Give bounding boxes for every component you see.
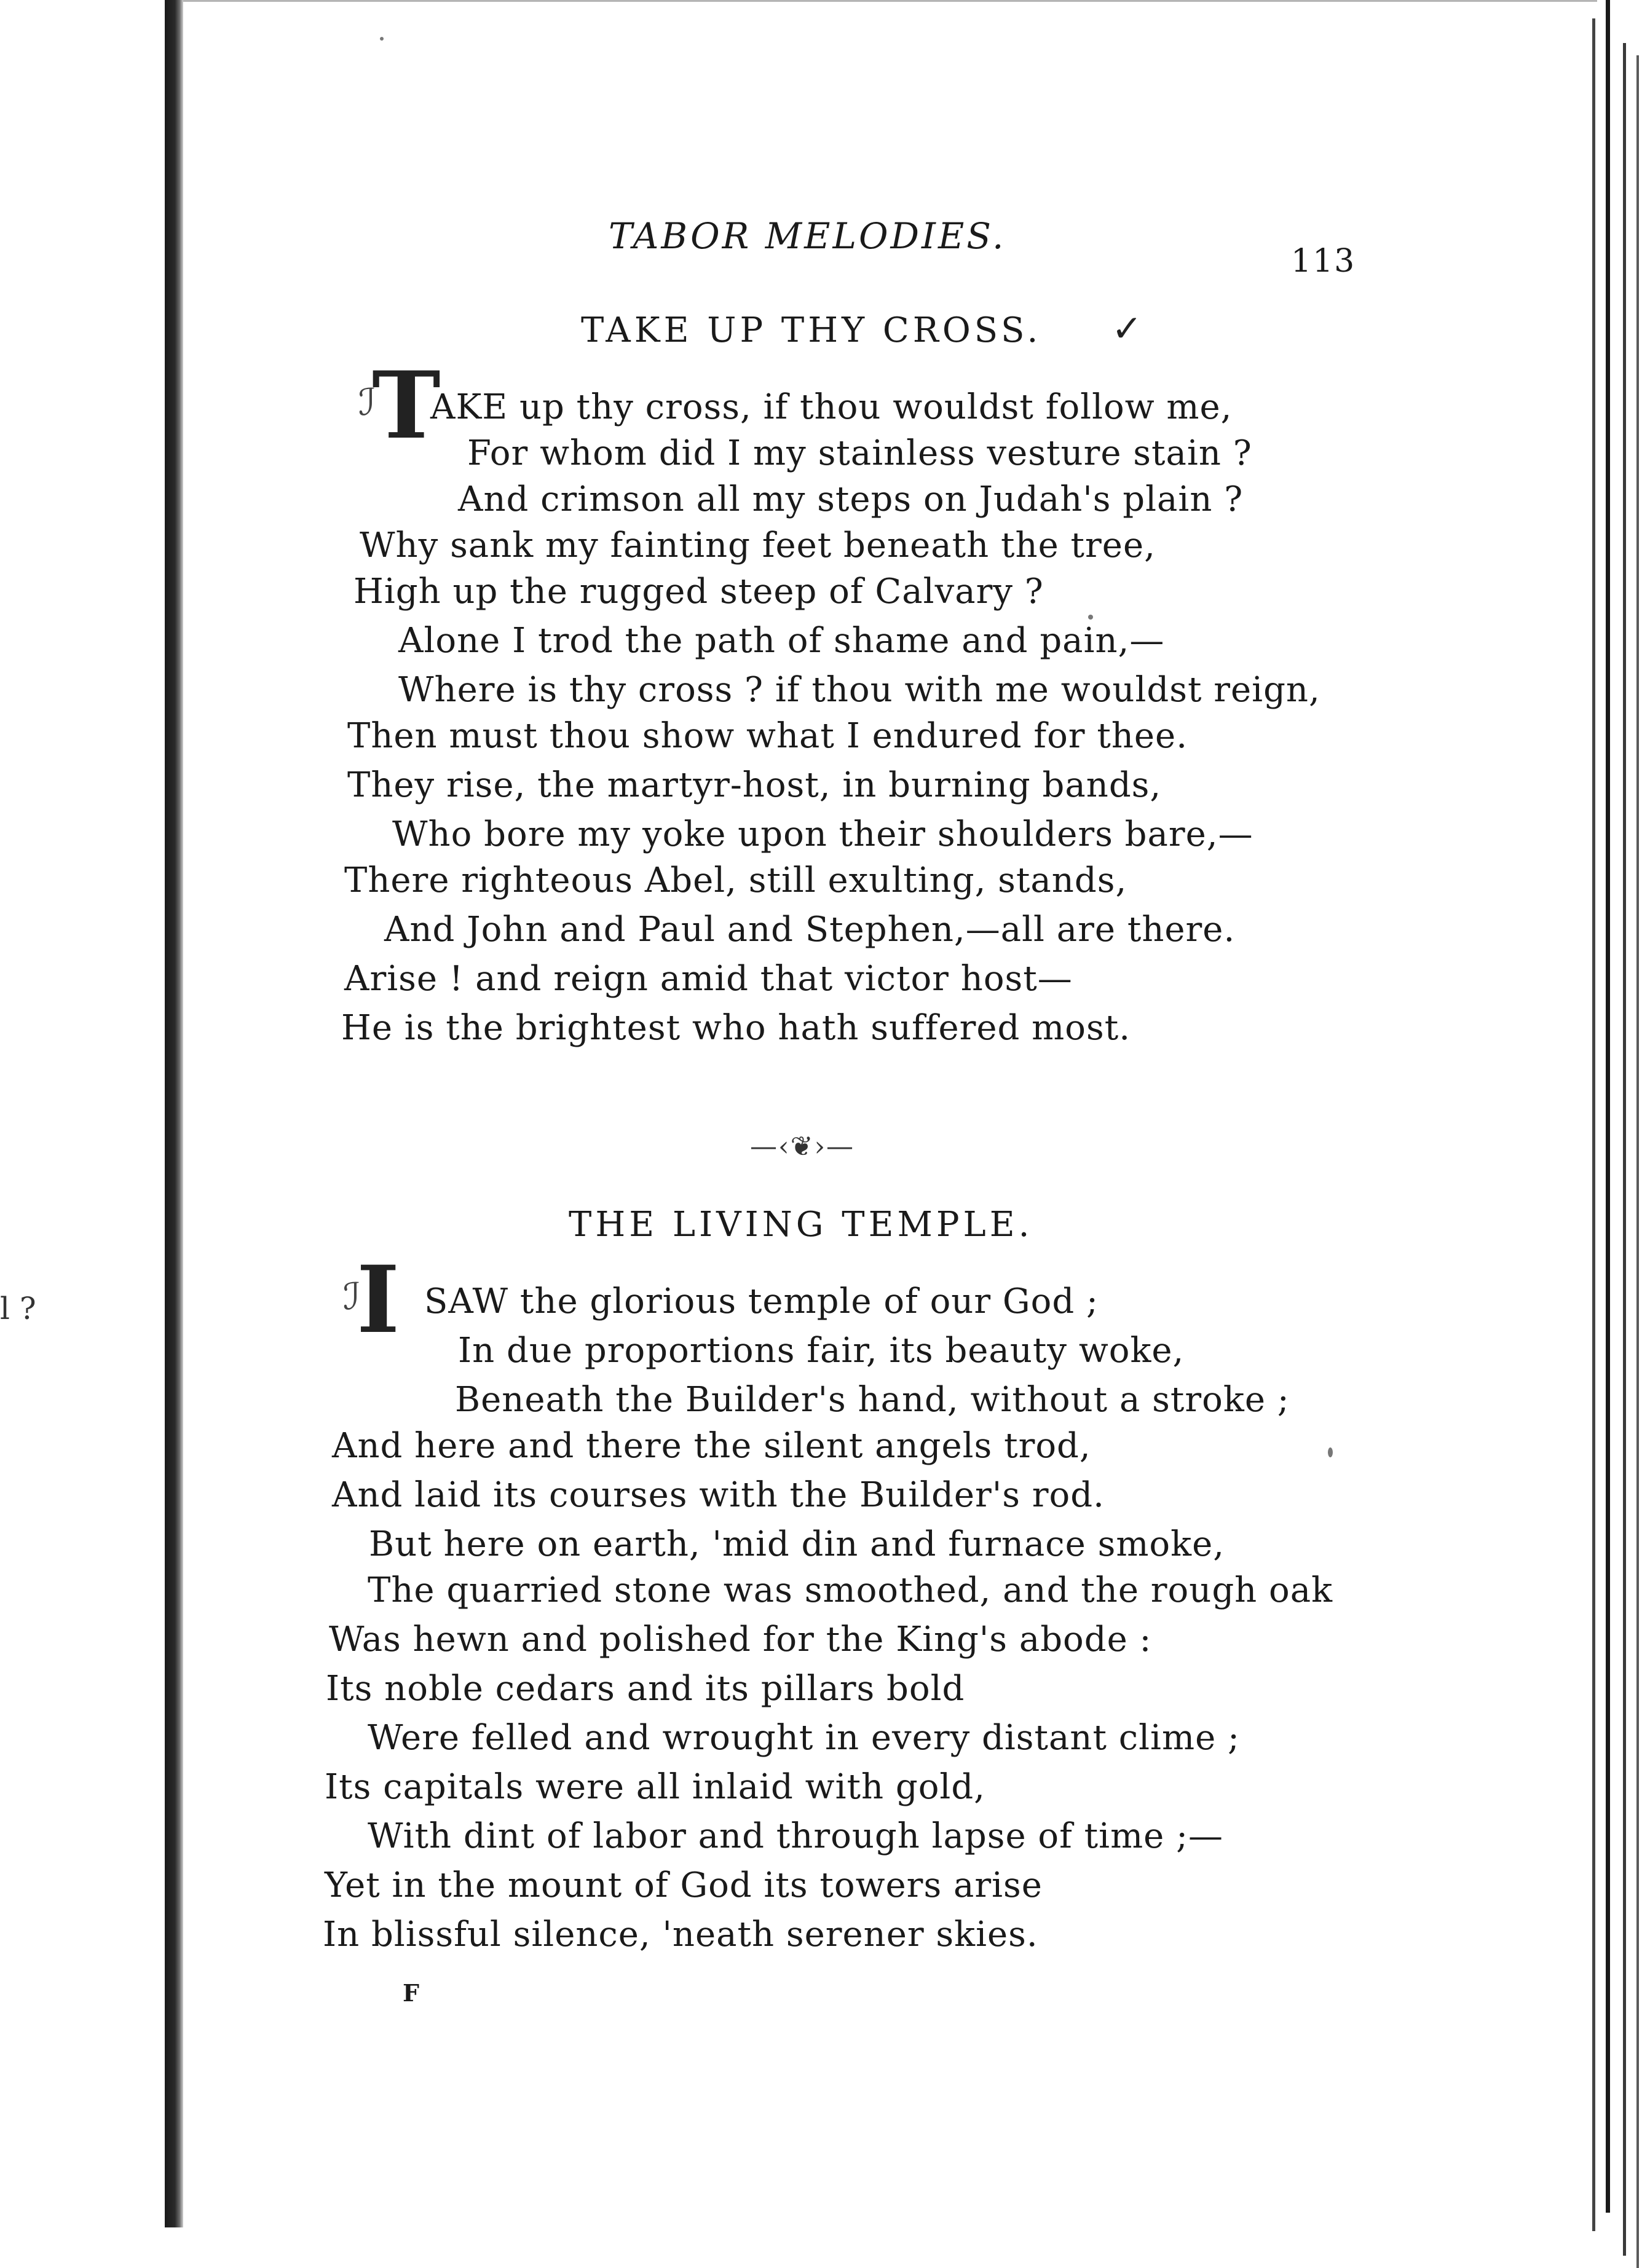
check-mark-icon: ✓ [1111, 307, 1143, 350]
poem-line: Where is thy cross ? if thou with me wouldst reign, [398, 670, 1320, 710]
poem-line: Were felled and wrought in every distant clime ; [368, 1718, 1240, 1758]
poem-line: Its noble cedars and its pillars bold [326, 1669, 965, 1709]
poem-line: For whom did I my stainless vesture stain ? [467, 433, 1252, 473]
poem-line: With dint of labor and through lapse of time ;— [368, 1816, 1223, 1856]
paper-speck [1328, 1447, 1333, 1457]
section-ornament: —‹❦›— [750, 1131, 855, 1162]
drop-cap: T ℐ [358, 352, 441, 460]
poem-line: Beneath the Builder's hand, without a stroke ; [455, 1380, 1290, 1420]
poem-line: Who bore my yoke upon their shoulders bare,— [392, 814, 1253, 854]
poem-line: AKE up thy cross, if thou wouldst follow me, [430, 387, 1233, 427]
poem-line: In blissful silence, 'neath serener skies. [323, 1915, 1038, 1955]
poem-line: Yet in the mount of God its towers arise [325, 1865, 1043, 1905]
book-gutter [165, 0, 183, 2227]
poem-line: There righteous Abel, still exulting, stands, [344, 860, 1127, 900]
poem-line: But here on earth, 'mid din and furnace smoke, [369, 1524, 1225, 1564]
paper-speck [1088, 615, 1093, 620]
poem-line: Its capitals were all inlaid with gold, [325, 1767, 985, 1807]
page-edge [1606, 0, 1610, 2213]
page-header [609, 215, 1346, 258]
page-number: 113 [1291, 243, 1356, 280]
page-edge [1623, 43, 1626, 2256]
signature-mark: F [403, 1979, 419, 2007]
poem-line: Why sank my fainting feet beneath the tree, [360, 526, 1156, 565]
drop-cap: I ℐ [343, 1246, 400, 1354]
running-head: TABOR MELODIES. [609, 215, 1006, 257]
poem-line: They rise, the martyr-host, in burning bands, [347, 765, 1162, 805]
facing-page [0, 0, 165, 2227]
paper-speck [380, 37, 384, 41]
poem-line: High up the rugged steep of Calvary ? [353, 572, 1044, 612]
poem-line: Alone I trod the path of shame and pain,— [398, 621, 1165, 661]
poem-line: SAW the glorious temple of our God ; [424, 1282, 1099, 1321]
page-edge [1636, 55, 1639, 2268]
poem-line: Arise ! and reign amid that victor host— [344, 959, 1073, 999]
poem-line: And laid its courses with the Builder's rod. [332, 1475, 1105, 1515]
poem-line: In due proportions fair, its beauty woke, [458, 1331, 1185, 1371]
poem-title: THE LIVING TEMPLE. [569, 1205, 1033, 1245]
poem-line: And John and Paul and Stephen,—all are there. [384, 910, 1236, 950]
poem-line: And crimson all my steps on Judah's plain ? [458, 479, 1244, 519]
poem-line: Then must thou show what I endured for thee. [347, 716, 1188, 756]
poem-title: TAKE UP THY CROSS. [581, 310, 1042, 350]
page-edge [1592, 18, 1595, 2231]
left-margin-fragment: l ? [0, 1291, 36, 1326]
poem-line: And here and there the silent angels trod, [332, 1426, 1091, 1466]
poem-line: The quarried stone was smoothed, and the rough oak [368, 1570, 1333, 1610]
poem-line: Was hewn and polished for the King's abode : [329, 1620, 1152, 1660]
poem-line: He is the brightest who hath suffered most. [341, 1008, 1131, 1048]
top-page-edge [183, 0, 1597, 2]
